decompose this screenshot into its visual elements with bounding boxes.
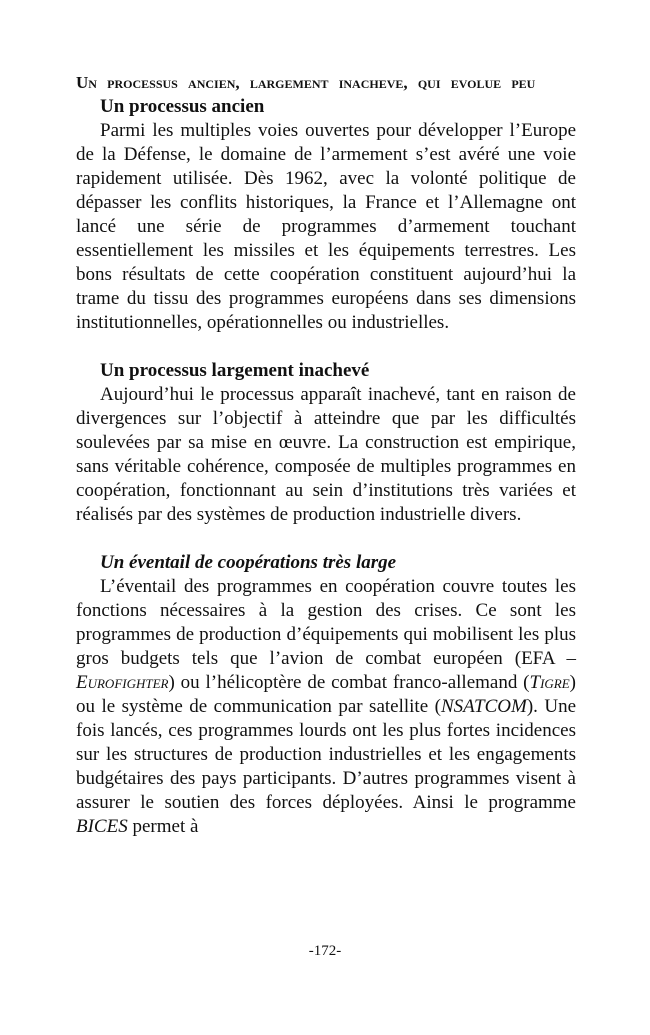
section-heading-ancien: Un processus ancien — [100, 96, 265, 117]
program-name-tigre: Tigre — [529, 672, 570, 693]
section-heading-eventail: Un éventail de coopérations très large — [100, 552, 397, 573]
program-name-nsatcom: NSATCOM — [440, 696, 527, 717]
text-run: L’éventail des programmes en coopération couvre toutes les fonctions nécessaires à la gestion des crises. Ce sont les programmes de production d’équipements qui mobilisent les plus gros budgets tels que l’avion de combat européen (EFA – — [76, 576, 576, 669]
chapter-title: Un processus ancien, largement inacheve, qui evolue peu — [76, 73, 536, 92]
section-paragraph-inacheve: Aujourd’hui le processus apparaît inachevé, tant en raison de divergences sur l’objectif à atteindre que par les difficultés soulevées par sa mise en œuvre. La construction est empirique, sans véritable cohérence, composée de multiples programmes en coopération, fonctionnant au sein d’institutions très variées et réalisés par des systèmes de production industrielle divers. — [76, 384, 576, 525]
section-heading-inacheve: Un processus largement inachevé — [100, 360, 370, 381]
paragraph-spacer — [76, 335, 576, 359]
text-run: ). Une fois lancés, ces programmes lourds ont les plus fortes incidences sur les structures de production industrielles et les engagements budgétaires des pays participants. D’autres programmes visent à assurer le soutien des forces déployées. Ainsi le programme — [76, 696, 577, 813]
section-paragraph-ancien: Parmi les multiples voies ouvertes pour développer l’Europe de la Défense, le domaine de l’armement s’est avéré une voie rapidement utilisée. Dès 1962, avec la volonté politique de dépasser les conflits historiques, la France et l’Allemagne ont lancé une série de programmes d’armement touchant essentiellement les missiles et les équipements terrestres. Les bons résultats de cette coopération constituent aujourd’hui la trame du tissu des programmes européens dans ses dimensions institutionnelles, opérationnelles ou industrielles. — [76, 120, 576, 333]
paragraph-spacer — [76, 527, 576, 551]
text-run: ) ou le système de communication par satellite ( — [76, 672, 576, 717]
document-page — [76, 72, 576, 839]
text-run: permet à — [127, 816, 199, 837]
section-paragraph-eventail — [76, 575, 576, 839]
program-name-bices: BICES — [76, 816, 128, 837]
program-name-eurofighter: Eurofighter — [76, 672, 169, 693]
page-number: -172- — [308, 943, 342, 959]
text-run: ) ou l’hélicoptère de combat franco-allemand ( — [168, 672, 530, 693]
